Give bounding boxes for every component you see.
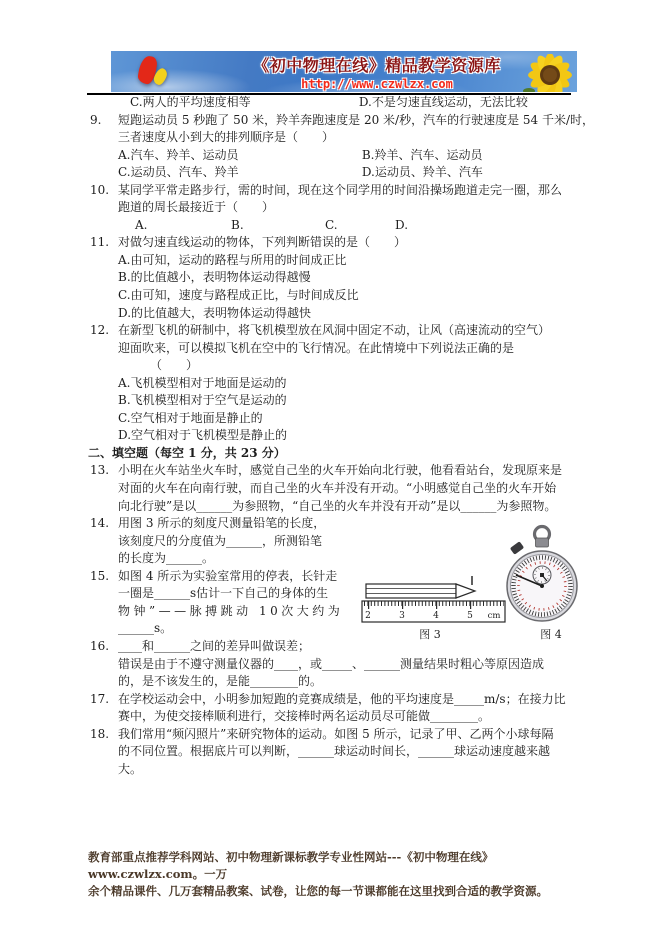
question-11 [88, 234, 577, 322]
site-banner [111, 51, 577, 92]
question-number: 14. [90, 516, 110, 531]
options-row [118, 164, 577, 182]
question-text: 错误是由于不遵守测量仪器的____，或_____、______测量结果时粗心等原因造成 [118, 656, 545, 671]
question-number: 15. [90, 568, 110, 583]
ruler-tick-label: 2 [365, 611, 371, 621]
pencil-shape [366, 576, 475, 598]
figure-3-caption: 图 3 [419, 628, 441, 641]
ruler-tick-label: 3 [399, 611, 405, 621]
option-c: C. [325, 217, 338, 232]
ruler-shape [362, 601, 505, 622]
question8-options-cd [88, 94, 577, 112]
question-number: 11. [90, 235, 110, 250]
option-d: D.空气相对于飞机模型是静止的 [118, 428, 288, 443]
exam-body [88, 94, 595, 778]
question-text: 该刻度尺的分度值为______，所测铅笔 [118, 533, 323, 548]
question-text: 跑道的周长最接近于（ ） [118, 200, 275, 215]
question-text: 向北行驶”是以______为参照物，“自己坐的火车并没有开动”是以______为参照物。 [118, 498, 557, 513]
option-a: A. [135, 217, 148, 232]
question-number: 12. [90, 323, 110, 338]
sunflower-icon [521, 54, 575, 92]
question-text: 如图 4 所示为实验室常用的停表，长针走 [118, 568, 338, 583]
option-d: D. [395, 217, 409, 232]
question-16 [88, 638, 577, 691]
question-number: 9. [90, 112, 102, 127]
question-number: 10. [90, 182, 110, 197]
question-number: 17. [90, 691, 110, 706]
question-text: 的不同位置。根据底片可以判断，______球运动时间长，______球运动速度越来越 [118, 744, 551, 759]
footer-line: 余个精品课件、几万套精品教案、试卷，让您的每一节课都能在这里找到合适的教学资源。 [88, 884, 548, 898]
question-text: 赛中，为使交接棒顺利进行，交接棒时两名运动员尽可能做________。 [118, 709, 491, 724]
question-number: 16. [90, 638, 110, 653]
question-9 [88, 112, 595, 182]
option-a: A.由可知，运动的路程与所用的时间成正比 [118, 252, 347, 267]
figure-3-ruler-pencil [358, 576, 510, 624]
banner-title: 《初中物理在线》精品教学资源库 [253, 56, 501, 75]
option-d: D.的比值越大，表明物体运动得越快 [118, 305, 312, 320]
question-text: 在新型飞机的研制中，将飞机模型放在风洞中固定不动，让风（高速流动的空气） [118, 323, 551, 338]
section-2-header: 二、填空题（每空 1 分，共 23 分） [88, 445, 286, 460]
question-text: 的，是不该发生的，是能________的。 [118, 674, 323, 689]
footer-promo [88, 849, 578, 900]
question-13 [88, 462, 577, 515]
question-text: 用图 3 所示的刻度尺测量铅笔的长度， [118, 516, 326, 531]
ruler-tick-label: 4 [433, 611, 439, 621]
option-c: C.运动员、汽车、羚羊 [118, 165, 239, 180]
question-text: 某同学平常走路步行，需的时间，现在这个同学用的时间沿操场跑道走完一圈，那么 [118, 182, 563, 197]
figure-4-caption: 图 4 [540, 628, 562, 641]
question-text: 物钟”——脉搏跳动 10次大约为 [118, 603, 344, 618]
option-b: B.的比值越小，表明物体运动得越慢 [118, 270, 311, 285]
question-text: 我们常用“频闪照片”来研究物体的运动。如图 5 所示，记录了甲、乙两个小球每隔 [118, 726, 554, 741]
question-17 [88, 691, 577, 726]
option-c: C.两人的平均速度相等 [130, 95, 251, 109]
question-number: 13. [90, 463, 110, 478]
stopwatch-crown [536, 538, 549, 547]
question-text: 小明在火车站坐火车时，感觉自己坐的火车开始向北行驶，他看看站台，发现原来是 [118, 463, 563, 478]
question-text: 在学校运动会中，小明参加短跑的竞赛成绩是，他的平均速度是_____m/s；在接力比 [118, 691, 566, 706]
question-18 [88, 726, 577, 779]
options-row [118, 147, 577, 165]
question-text: 大。 [118, 761, 143, 776]
option-d: D.运动员、羚羊、汽车 [361, 165, 483, 180]
option-a: A.汽车、羚羊、运动员 [118, 147, 239, 162]
question-text: 对面的火车在向南行驶，而自己坐的火车并没有开动。“小明感觉自己坐的火车开始 [118, 481, 557, 496]
option-c: C.空气相对于地面是静止的 [118, 410, 263, 425]
ruler-unit-label: cm [487, 611, 501, 621]
stopwatch-side-button [510, 541, 524, 555]
banner-site-url[interactable]: http://www.czwlzx.com [301, 77, 453, 91]
banner-text-block [231, 53, 523, 91]
question-text: 一圈是______s估计一下自己的身体的生 [118, 586, 329, 601]
question-10 [88, 182, 577, 235]
option-b: B. [231, 217, 244, 232]
options-row [118, 217, 577, 235]
question-text: （ ） [150, 358, 199, 373]
footer-line: 教育部重点推荐学科网站、初中物理新课标教学专业性网站---《初中物理在线》www.czwlzx.com。一万 [88, 850, 494, 881]
question-text: 短跑运动员 5 秒跑了 50 米，羚羊奔跑速度是 20 米/秒，汽车的行驶速度是 54 千米/时， [118, 112, 595, 127]
question-text: 迎面吹来，可以模拟飞机在空中的飞行情况。在此情境中下列说法正确的是 [118, 340, 515, 355]
ruler-tick-label: 5 [467, 611, 473, 621]
option-b: B.羚羊、汽车、运动员 [361, 147, 483, 162]
question-text: 的长度为______。 [118, 551, 215, 566]
question-text: 三者速度从小到大的排列顺序是（ ） [118, 130, 335, 145]
figure-4-stopwatch [502, 524, 580, 626]
question-text: ____和______之间的差异叫做误差； [118, 638, 311, 653]
option-c: C.由可知，速度与路程成正比，与时间成反比 [118, 288, 359, 303]
question-12 [88, 322, 577, 445]
question-number: 18. [90, 726, 110, 741]
site-logo-icon [133, 54, 175, 90]
question-text: 对做匀速直线运动的物体，下列判断错误的是（ ） [118, 235, 407, 250]
question-text: ______s。 [118, 621, 173, 636]
option-b: B.飞机模型相对于空气是运动的 [118, 393, 287, 408]
option-a: A.飞机模型相对于地面是运动的 [118, 375, 287, 390]
option-d: D.不是匀速直线运动，无法比较 [358, 95, 528, 109]
stopwatch-shape [507, 527, 577, 622]
